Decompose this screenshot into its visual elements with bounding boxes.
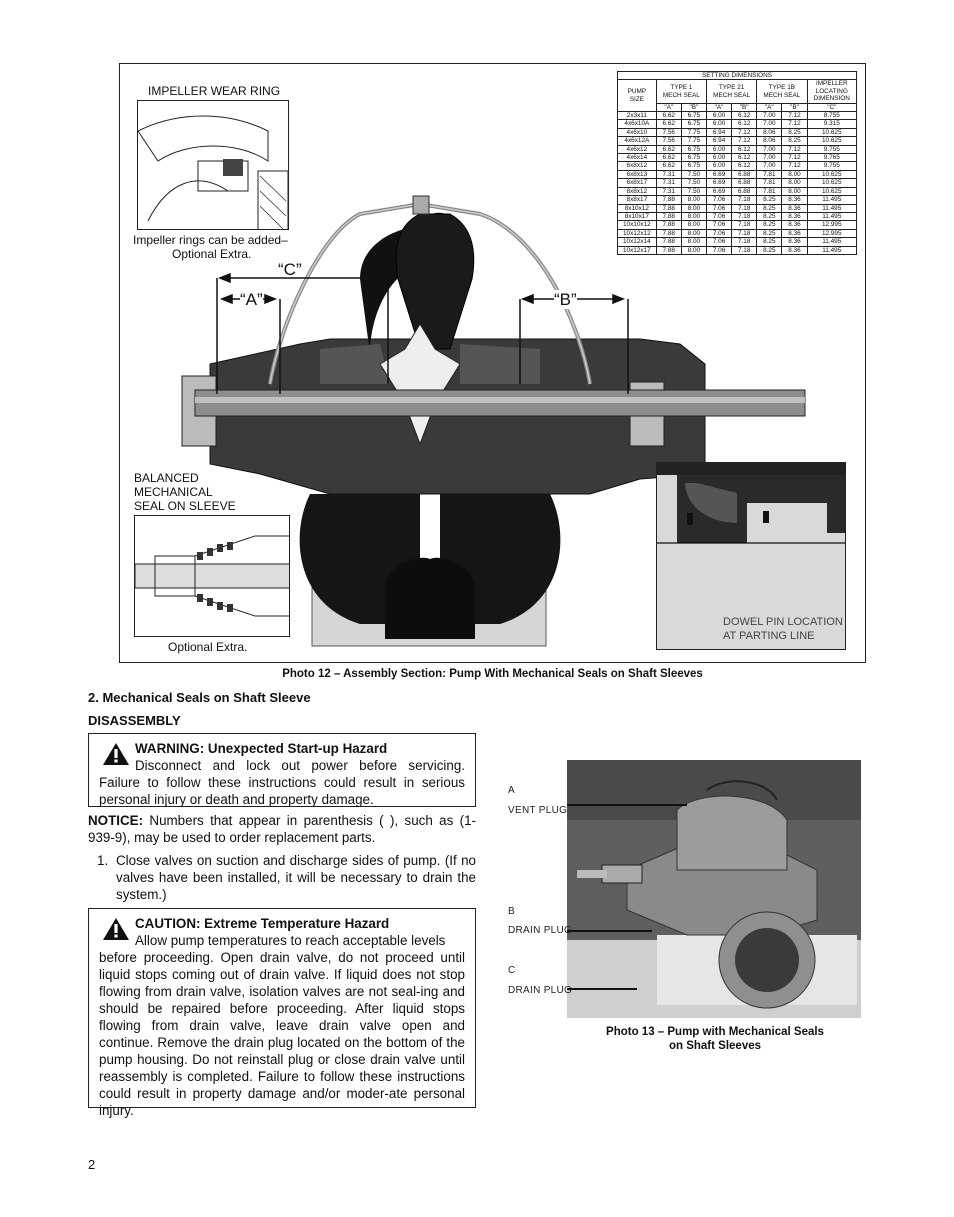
- pump-size-cell: 10x10x12: [618, 221, 657, 229]
- dimension-cell: 8.36: [782, 229, 807, 237]
- dimension-cell: 7.12: [782, 162, 807, 170]
- balanced-seal-label-line3: SEAL ON SLEEVE: [134, 499, 236, 513]
- dimension-cell: 6.00: [706, 145, 731, 153]
- balanced-seal-drawing: [135, 516, 290, 637]
- dimension-cell: 7.18: [732, 221, 757, 229]
- impeller-rings-note-line2: Optional Extra.: [172, 247, 252, 261]
- table-title: SETTING DIMENSIONS: [618, 72, 857, 80]
- col-pump-size: [618, 80, 657, 112]
- dimension-cell: 7.06: [706, 196, 731, 204]
- dimension-cell: 12.995: [807, 221, 856, 229]
- dimension-cell: 11.495: [807, 246, 856, 254]
- dimension-cell: 10.625: [807, 137, 856, 145]
- callout-a-letter: A: [508, 785, 515, 796]
- pump-size-cell: 6x8x17: [618, 179, 657, 187]
- warning-triangle-icon: [102, 742, 130, 766]
- dimension-cell: 7.00: [757, 162, 782, 170]
- dimension-cell: 6.88: [732, 187, 757, 195]
- table-row: [618, 204, 857, 212]
- dimension-cell: 8.00: [681, 221, 706, 229]
- table-row: [618, 246, 857, 254]
- col-type1: [656, 80, 706, 103]
- col-impeller-line2: LOCATING: [815, 87, 848, 95]
- dimension-cell: 6.69: [706, 170, 731, 178]
- pump-size-cell: 4x6x14: [618, 154, 657, 162]
- callout-b-text: DRAIN PLUG: [508, 925, 573, 936]
- warning-body: Failure to follow these instructions could result in serious personal injury or death and property damage.: [99, 775, 465, 807]
- dimension-cell: 7.06: [706, 246, 731, 254]
- col-pump-size-line1: PUMP: [627, 88, 647, 96]
- dimension-cell: 7.12: [782, 112, 807, 120]
- balanced-seal-label-line2: MECHANICAL: [134, 485, 213, 499]
- dimension-cell: 7.88: [656, 246, 681, 254]
- pump-size-cell: 4x6x10: [618, 128, 657, 136]
- table-row: [618, 221, 857, 229]
- pump-size-cell: 4x6x10A: [618, 120, 657, 128]
- photo13-caption-line1: Photo 13 – Pump with Mechanical Seals: [606, 1026, 824, 1038]
- dimension-cell: 8.06: [757, 137, 782, 145]
- dimension-cell: 7.18: [732, 212, 757, 220]
- dimension-cell: 7.88: [656, 229, 681, 237]
- dimension-cell: 8.36: [782, 221, 807, 229]
- dimension-cell: 7.18: [732, 196, 757, 204]
- dimension-cell: 11.495: [807, 212, 856, 220]
- pump-size-cell: 4x6x12: [618, 145, 657, 153]
- col-type21: [706, 80, 756, 103]
- impeller-rings-note-line1: Impeller rings can be added–: [133, 233, 288, 247]
- dimension-cell: 6.12: [732, 154, 757, 162]
- dimension-cell: 7.12: [732, 137, 757, 145]
- dimension-cell: 8.25: [782, 137, 807, 145]
- pump-size-cell: 10x12x12: [618, 229, 657, 237]
- table-row: [618, 128, 857, 136]
- dimension-cell: 8.00: [681, 196, 706, 204]
- section-subheading: DISASSEMBLY: [88, 713, 181, 728]
- dimension-cell: 7.18: [732, 204, 757, 212]
- impeller-wear-ring-drawing: [138, 101, 289, 230]
- dimension-cell: 7.06: [706, 238, 731, 246]
- pump-size-cell: 6x8x12: [618, 162, 657, 170]
- dimension-cell: 8.25: [782, 128, 807, 136]
- col-type1b-line1: TYPE 1B: [768, 84, 796, 92]
- dimension-cell: 7.31: [656, 170, 681, 178]
- table-row: [618, 179, 857, 187]
- dimension-cell: 10.625: [807, 187, 856, 195]
- col-type21-line1: TYPE 21: [718, 84, 745, 92]
- impeller-wear-ring-inset: [137, 100, 289, 230]
- pump-size-cell: 4x6x12A: [618, 137, 657, 145]
- dimension-cell: 7.06: [706, 212, 731, 220]
- dimension-cell: 7.88: [656, 221, 681, 229]
- table-body: [618, 112, 857, 255]
- col-type1b: [757, 80, 807, 103]
- pump-size-cell: 8x10x17: [618, 212, 657, 220]
- dimension-cell: 8.00: [681, 238, 706, 246]
- dimension-cell: 8.755: [807, 112, 856, 120]
- photo13-caption-line2: on Shaft Sleeves: [668, 1040, 762, 1052]
- table-row: [618, 229, 857, 237]
- warning-box: [88, 733, 476, 807]
- dimension-cell: 9.755: [807, 145, 856, 153]
- pump-size-cell: 8x8x17: [618, 196, 657, 204]
- col-pump-size-line2: SIZE: [629, 95, 644, 103]
- dimension-cell: 7.12: [782, 154, 807, 162]
- dimension-cell: 8.25: [757, 246, 782, 254]
- dimension-cell: 6.88: [732, 170, 757, 178]
- table-row: [618, 145, 857, 153]
- dimension-cell: 6.62: [656, 120, 681, 128]
- col-impeller: [807, 80, 856, 103]
- dimension-cell: 7.50: [681, 179, 706, 187]
- dimension-cell: 6.69: [706, 187, 731, 195]
- dimension-cell: 9.755: [807, 162, 856, 170]
- sub-header-cell: "B": [782, 103, 807, 111]
- dimension-cell: 7.81: [757, 179, 782, 187]
- dimension-cell: 7.88: [656, 212, 681, 220]
- step1-number: 1.: [97, 853, 109, 868]
- dimension-cell: 8.25: [757, 238, 782, 246]
- table-row: [618, 137, 857, 145]
- dimension-cell: 8.36: [782, 204, 807, 212]
- dimension-cell: 6.00: [706, 154, 731, 162]
- dimension-cell: 8.06: [757, 128, 782, 136]
- table-row: [618, 212, 857, 220]
- table-row: [618, 162, 857, 170]
- dimension-cell: 7.12: [782, 120, 807, 128]
- dimension-cell: 6.12: [732, 162, 757, 170]
- dimension-cell: 7.12: [782, 145, 807, 153]
- sub-header-cell: "C": [807, 103, 856, 111]
- sub-header-cell: "A": [706, 103, 731, 111]
- pump-photo-drawing: [567, 760, 861, 1018]
- dimension-cell: 8.25: [757, 196, 782, 204]
- balanced-seal-label-line1: BALANCED: [134, 471, 199, 485]
- dimension-cell: 6.12: [732, 112, 757, 120]
- dimension-cell: 6.75: [681, 145, 706, 153]
- dimension-cell: 8.36: [782, 212, 807, 220]
- dimension-cell: 7.06: [706, 221, 731, 229]
- dim-c-label: “C”: [278, 260, 302, 279]
- table-row: [618, 112, 857, 120]
- dimension-cell: 8.25: [757, 212, 782, 220]
- notice-paragraph: [88, 812, 476, 846]
- dimension-cell: 8.00: [681, 246, 706, 254]
- dimension-cell: 10.625: [807, 170, 856, 178]
- dimension-cell: 6.75: [681, 120, 706, 128]
- dimension-cell: 7.75: [681, 137, 706, 145]
- dimension-cell: 9.765: [807, 154, 856, 162]
- dimension-cell: 7.81: [757, 187, 782, 195]
- dimension-cell: 7.81: [757, 170, 782, 178]
- dimension-cell: 7.12: [732, 128, 757, 136]
- col-type1-line2: MECH SEAL: [662, 91, 700, 99]
- dimension-cell: 11.495: [807, 238, 856, 246]
- dimension-cell: 7.18: [732, 238, 757, 246]
- balanced-seal-inset: [134, 515, 290, 637]
- pump-size-cell: 10x12x14: [618, 238, 657, 246]
- dimension-cell: 6.88: [732, 179, 757, 187]
- dimension-cell: 8.00: [782, 179, 807, 187]
- dimension-cell: 8.25: [757, 229, 782, 237]
- dimension-cell: 7.06: [706, 229, 731, 237]
- table-row: [618, 120, 857, 128]
- notice-label: NOTICE:: [88, 813, 144, 828]
- dimension-cell: 8.00: [782, 170, 807, 178]
- dimension-cell: 7.06: [706, 204, 731, 212]
- sub-header-cell: "A": [656, 103, 681, 111]
- dimension-cell: 7.50: [681, 187, 706, 195]
- dimension-cell: 8.00: [681, 204, 706, 212]
- dim-b-label: “B”: [554, 290, 577, 309]
- dimension-cell: 6.12: [732, 120, 757, 128]
- dimension-cell: 6.62: [656, 145, 681, 153]
- dimension-cell: 7.56: [656, 137, 681, 145]
- callout-line-c: [567, 988, 637, 990]
- dimension-cell: 7.18: [732, 229, 757, 237]
- step1-text: Close valves on suction and discharge sides of pump. (If no valves have been installed, it will be necessary to drain the system.): [116, 853, 476, 902]
- caution-triangle-icon: [102, 917, 130, 941]
- sub-header-cell: "B": [732, 103, 757, 111]
- dimension-cell: 6.62: [656, 112, 681, 120]
- notice-text: Numbers that appear in parenthesis ( ), such as (1-939-9), may be used to order replacement parts.: [88, 813, 476, 845]
- dimension-cell: 6.75: [681, 112, 706, 120]
- dimension-cell: 7.88: [656, 238, 681, 246]
- dimension-cell: 10.625: [807, 179, 856, 187]
- dimension-cell: 11.495: [807, 196, 856, 204]
- dimension-cell: 8.00: [681, 212, 706, 220]
- callout-a-text: VENT PLUG: [508, 805, 568, 816]
- dimension-cell: 8.36: [782, 246, 807, 254]
- dimension-cell: 6.00: [706, 162, 731, 170]
- dimension-cell: 7.00: [757, 112, 782, 120]
- dimension-cell: 10.625: [807, 128, 856, 136]
- dimension-cell: 8.25: [757, 221, 782, 229]
- dimension-cell: 12.995: [807, 229, 856, 237]
- sub-header-cell: "B": [681, 103, 706, 111]
- dimension-cell: 6.94: [706, 128, 731, 136]
- caution-line1: Allow pump temperatures to reach acceptable levels: [135, 933, 446, 948]
- table-row: [618, 238, 857, 246]
- pump-photo: [567, 760, 861, 1018]
- pump-size-cell: 2x3x11: [618, 112, 657, 120]
- dimension-cell: 8.00: [681, 229, 706, 237]
- table-row: [618, 170, 857, 178]
- section-heading: 2. Mechanical Seals on Shaft Sleeve: [88, 690, 311, 705]
- dimension-cell: 8.00: [782, 187, 807, 195]
- dimension-cell: 6.94: [706, 137, 731, 145]
- dimension-cell: 8.36: [782, 238, 807, 246]
- impeller-wear-ring-label: IMPELLER WEAR RING: [148, 84, 281, 98]
- dimension-cell: 6.00: [706, 112, 731, 120]
- dimension-cell: 7.56: [656, 128, 681, 136]
- dim-a-label: “A”: [240, 290, 263, 309]
- dimension-cell: 7.88: [656, 196, 681, 204]
- dimension-cell: 7.00: [757, 145, 782, 153]
- figure-assembly-section: [119, 63, 866, 663]
- caution-body: before proceeding. Open drain valve, do not proceed until liquid stops coming out of drain valve. If liquid does not stop flowing from drain valve, isolation valves are not seal-ing and should be repaired before proceeding. After liquid stops flowing from drain valve, leave drain valve open and continue. Remove the drain plug located on the bottom of the pump housing. Do not reinstall plug or close drain valve until reassembly is completed. Failure to follow these instructions could result in property damage and/or moder-ate personal injury.: [99, 950, 465, 1118]
- col-impeller-line3: DIMENSION: [813, 95, 850, 103]
- dowel-pin-line2: AT PARTING LINE: [723, 630, 815, 642]
- setting-dimensions-table: [617, 71, 857, 255]
- page-number: 2: [88, 1157, 96, 1172]
- pump-size-cell: 6x8x13: [618, 170, 657, 178]
- dimension-cell: 6.69: [706, 179, 731, 187]
- sub-header-cell: "A": [757, 103, 782, 111]
- dimension-cell: 7.50: [681, 170, 706, 178]
- pump-size-cell: 8x8x12: [618, 187, 657, 195]
- table-row: [618, 187, 857, 195]
- dimension-cell: 6.00: [706, 120, 731, 128]
- col-type1b-line2: MECH SEAL: [763, 91, 801, 99]
- col-type1-line1: TYPE 1: [670, 84, 693, 92]
- callout-line-b: [567, 930, 652, 932]
- dimension-cell: 6.75: [681, 162, 706, 170]
- dimension-cell: 7.00: [757, 154, 782, 162]
- dimension-cell: 7.75: [681, 128, 706, 136]
- table-row: [618, 196, 857, 204]
- optional-extra-label: Optional Extra.: [168, 640, 248, 654]
- dimension-cell: 7.00: [757, 120, 782, 128]
- photo12-caption: Photo 12 – Assembly Section: Pump With Mechanical Seals on Shaft Sleeves: [282, 668, 703, 680]
- col-type21-line2: MECH SEAL: [713, 91, 751, 99]
- col-impeller-line1: IMPELLER: [815, 80, 848, 88]
- dimension-cell: 7.31: [656, 187, 681, 195]
- dimension-cell: 8.25: [757, 204, 782, 212]
- caution-box: [88, 908, 476, 1118]
- pump-size-cell: 10x12x17: [618, 246, 657, 254]
- callout-b-letter: B: [508, 906, 515, 917]
- warning-title: WARNING: Unexpected Start-up Hazard: [135, 741, 388, 756]
- dimension-cell: 6.62: [656, 154, 681, 162]
- dimension-cell: 6.62: [656, 162, 681, 170]
- caution-title: CAUTION: Extreme Temperature Hazard: [135, 916, 390, 931]
- dimension-cell: 7.88: [656, 204, 681, 212]
- dimension-cell: 9.315: [807, 120, 856, 128]
- dimension-cell: 8.36: [782, 196, 807, 204]
- warning-line1: Disconnect and lock out power before servicing.: [135, 758, 465, 773]
- dimension-cell: 7.31: [656, 179, 681, 187]
- table-row: [618, 154, 857, 162]
- dimension-cell: 7.18: [732, 246, 757, 254]
- dimension-cell: 6.75: [681, 154, 706, 162]
- callout-c-letter: C: [508, 965, 516, 976]
- pump-size-cell: 8x10x12: [618, 204, 657, 212]
- dimension-cell: 6.12: [732, 145, 757, 153]
- dimension-cell: 11.495: [807, 204, 856, 212]
- callout-c-text: DRAIN PLUG: [508, 985, 573, 996]
- dowel-pin-line1: DOWEL PIN LOCATION: [723, 616, 843, 628]
- callout-line-a: [567, 804, 687, 806]
